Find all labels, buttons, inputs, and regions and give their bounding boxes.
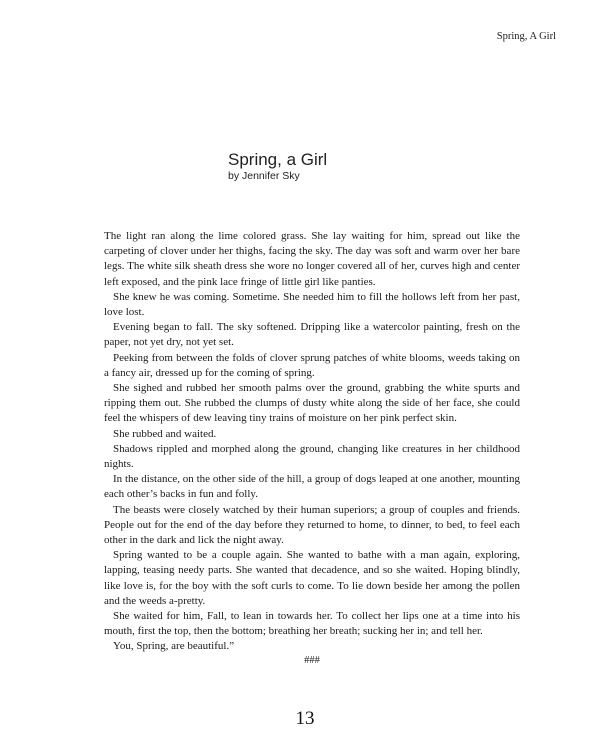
page-number: 13 (295, 708, 315, 729)
story-body (104, 229, 520, 655)
paragraph-6: She rubbed and waited. (113, 427, 217, 440)
byline: by Jennifer Sky (228, 170, 300, 182)
paragraph-3: Evening began to fall. The sky softened. Dripping like a watercolor painting, fresh on the paper, not yet dry, not yet set. (104, 321, 520, 349)
paragraph-12: You, Spring, are beautiful.” (113, 640, 235, 653)
running-head: Spring, A Girl (496, 31, 556, 42)
paragraph-2: She knew he was coming. Sometime. She needed him to fill the hollows left from her past, love lost. (104, 290, 520, 319)
paragraph-1: The light ran along the lime colored grass. She lay waiting for him, spread out like the carpeting of clover under her thighs, facing the sky. The day was soft and warm over her bare legs. The white silk sheath dress she wore no longer covered all of her, curves high and center left exposed, and the pink lace fringe of little girl like panties. (104, 230, 520, 288)
paragraph-8: In the distance, on the other side of the hill, a group of dogs leaped at one another, mounting each other’s backs in fun and folly. (104, 473, 520, 501)
paragraph-9: The beasts were closely watched by their human superiors; a group of couples and friends. People out for the end of the day before they returned to home, to dinner, to bed, to feel each other in the dark and lick the night away. (104, 503, 520, 547)
paragraph-4: Peeking from between the folds of clover sprung patches of white blooms, weeds taking on a fancy air, dressed up for the coming of spring. (104, 351, 520, 379)
paragraph-5: She sighed and rubbed her smooth palms over the ground, grabbing the white spurts and ripping them out. She rubbed the clumps of dusty white along the side of her face, she could feel the whispers of dew leaving tiny trains of moisture on her pink perfect skin. (104, 382, 520, 425)
section-break: ### (304, 655, 320, 666)
paragraph-7: Shadows rippled and morphed along the ground, changing like creatures in her childhood nights. (104, 442, 520, 471)
title-block (228, 149, 327, 183)
paragraph-10: Spring wanted to be a couple again. She wanted to bathe with a man again, exploring, lapping, teasing needy parts. She wanted that decadence, and so she waited. Hoping blindly, like love is, for the boy with the soft curls to come. To lie down beside her among the pollen and the weeds a-pretty. (104, 549, 520, 607)
paragraph-11: She waited for him, Fall, to lean in towards her. To collect her lips one at a time into his mouth, first the top, then the bottom; breathing her breath; sucking her in; and tell her. (104, 610, 520, 638)
story-title: Spring, a Girl (228, 150, 328, 169)
